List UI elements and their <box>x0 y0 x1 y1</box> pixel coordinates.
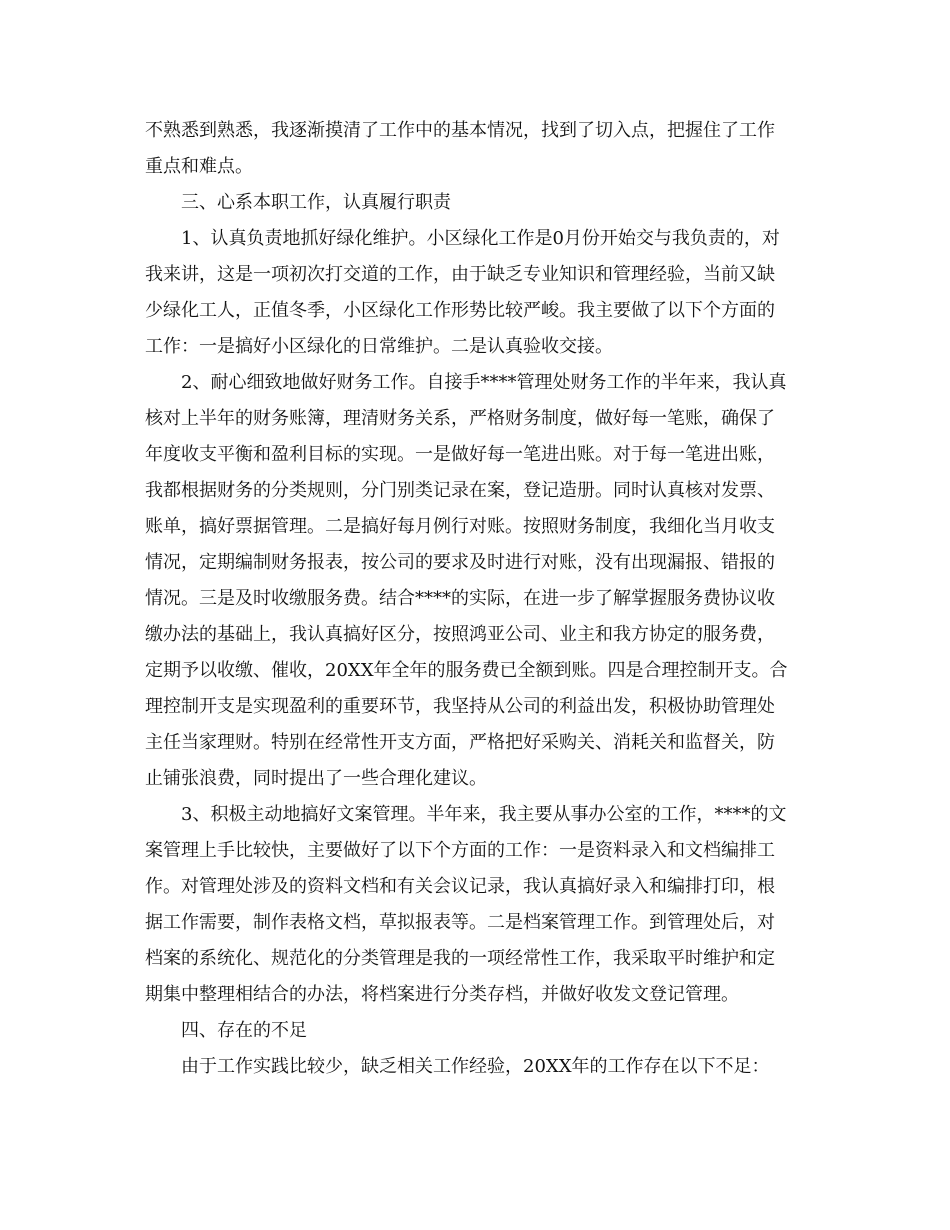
text-line: 我都根据财务的分类规则，分门别类记录在案，登记造册。同时认真核对发票、 <box>145 480 775 501</box>
text-line: 期集中整理相结合的办法，将档案进行分类存档，并做好收发文登记管理。 <box>145 984 739 1005</box>
text-line: 账单，搞好票据管理。二是搞好每月例行对账。按照财务制度，我细化当月收支 <box>145 516 775 537</box>
text-line: 案管理上手比较快，主要做好了以下个方面的工作：一是资料录入和文档编排工 <box>145 840 775 861</box>
text-line: 情况，定期编制财务报表，按公司的要求及时进行对账，没有出现漏报、错报的 <box>145 552 775 573</box>
paragraph-start: 由于工作实践比较少，缺乏相关工作经验，20XX年的工作存在以下不足： <box>181 1056 770 1077</box>
text-line: 不熟悉到熟悉，我逐渐摸清了工作中的基本情况，找到了切入点，把握住了工作 <box>145 120 775 141</box>
section-heading: 三、心系本职工作，认真履行职责 <box>181 192 451 213</box>
paragraph-start: 1、认真负责地抓好绿化维护。小区绿化工作是0月份开始交与我负责的，对 <box>181 228 780 249</box>
document-body <box>145 113 805 1085</box>
text-line: 我来讲，这是一项初次打交道的工作，由于缺乏专业知识和管理经验，当前又缺 <box>145 264 775 285</box>
text-line: 作。对管理处涉及的资料文档和有关会议记录，我认真搞好录入和编排打印，根 <box>145 876 775 897</box>
text-line: 档案的系统化、规范化的分类管理是我的一项经常性工作，我采取平时维护和定 <box>145 948 775 969</box>
text-line: 年度收支平衡和盈利目标的实现。一是做好每一笔进出账。对于每一笔进出账， <box>145 444 775 465</box>
text-line: 少绿化工人，正值冬季，小区绿化工作形势比较严峻。我主要做了以下个方面的 <box>145 300 775 321</box>
text-line: 据工作需要，制作表格文档，草拟报表等。二是档案管理工作。到管理处后，对 <box>145 912 775 933</box>
text-line: 情况。三是及时收缴服务费。结合****的实际，在进一步了解掌握服务费协议收 <box>145 588 775 609</box>
text-line: 主任当家理财。特别在经常性开支方面，严格把好采购关、消耗关和监督关，防 <box>145 732 775 753</box>
text-line: 理控制开支是实现盈利的重要环节，我坚持从公司的利益出发，积极协助管理处 <box>145 696 775 717</box>
text-line: 重点和难点。 <box>145 156 253 177</box>
paragraph-start: 3、积极主动地搞好文案管理。半年来，我主要从事办公室的工作，****的文 <box>181 804 787 825</box>
text-line: 核对上半年的财务账簿，理清财务关系，严格财务制度，做好每一笔账，确保了 <box>145 408 775 429</box>
text-line: 止铺张浪费，同时提出了一些合理化建议。 <box>145 768 487 789</box>
text-line: 工作：一是搞好小区绿化的日常维护。二是认真验收交接。 <box>145 336 613 357</box>
section-heading: 四、存在的不足 <box>181 1020 307 1041</box>
text-line: 缴办法的基础上，我认真搞好区分，按照鸿亚公司、业主和我方协定的服务费， <box>145 624 775 645</box>
paragraph-start: 2、耐心细致地做好财务工作。自接手****管理处财务工作的半年来，我认真 <box>181 372 787 393</box>
text-line: 定期予以收缴、催收，20XX年全年的服务费已全额到账。四是合理控制开支。合 <box>145 660 788 681</box>
